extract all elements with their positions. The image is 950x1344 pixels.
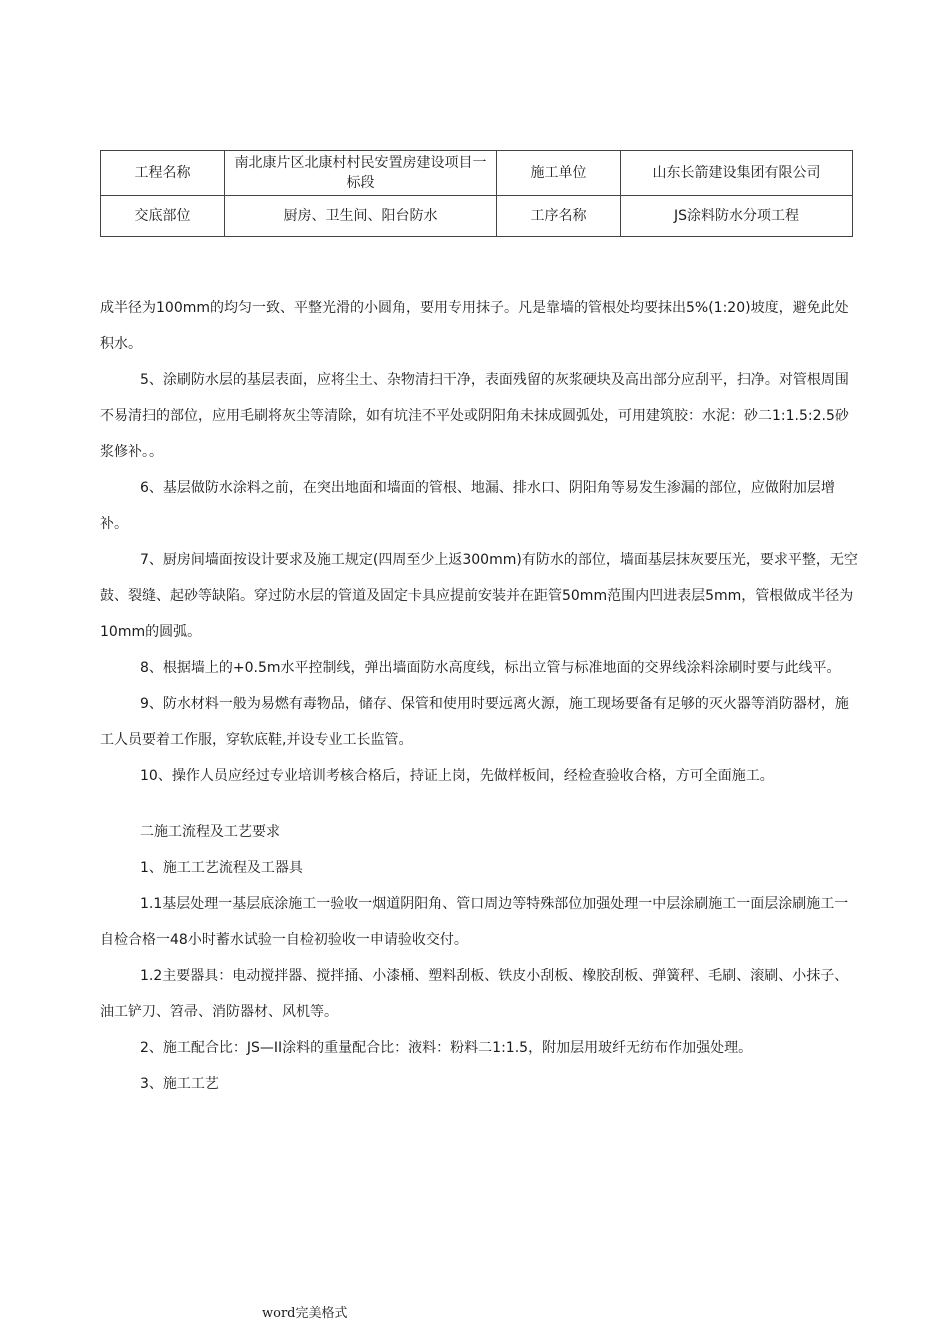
project-name-label: 工程名称 bbox=[101, 151, 225, 196]
table-row bbox=[101, 151, 853, 196]
paragraph-6: 6、基层做防水涂料之前，在突出地面和墙面的管根、地漏、排水口、阴阳角等易发生渗漏的部位，应做附加层增补。 bbox=[100, 480, 835, 532]
section-heading: 二施工流程及工艺要求 bbox=[140, 824, 280, 840]
part-value: 厨房、卫生间、阳台防水 bbox=[225, 196, 497, 237]
paragraph-7: 7、厨房间墙面按设计要求及施工规定(四周至少上返300mm)有防水的部位，墙面基层抹灰要压光，要求平整，无空鼓、裂缝、起砂等缺陷。穿过防水层的管道及固定卡具应提前安装并在距管50mm范围内凹进表层5mm，管根做成半径为10mm的圆弧。 bbox=[100, 552, 858, 640]
subsection-3: 3、施工工艺 bbox=[140, 1076, 219, 1092]
document-body bbox=[100, 290, 860, 1102]
project-info-table bbox=[100, 150, 853, 237]
paragraph-5: 5、涂刷防水层的基层表面，应将尘土、杂物清扫干净，表面残留的灰浆硬块及高出部分应刮平，扫净。对管根周围不易清扫的部位，应用毛刷将灰尘等清除，如有坑洼不平处或阴阳角未抹成圆弧处，可用建筑胶：水泥：砂二1:1.5:2.5砂浆修补。。 bbox=[100, 372, 849, 460]
item-1-2: 1.2主要器具：电动搅拌器、搅拌捅、小漆桶、塑料刮板、铁皮小刮板、橡胶刮板、弹簧秤、毛刷、滚刷、小抹子、油工铲刀、笤帚、消防器材、风机等。 bbox=[100, 968, 849, 1020]
item-1-1: 1.1基层处理一基层底涂施工一验收一烟道阴阳角、管口周边等特殊部位加强处理一中层涂刷施工一面层涂刷施工一自检合格一48小时蓄水试验一自检初验收一申请验收交付。 bbox=[100, 896, 849, 948]
part-label: 交底部位 bbox=[101, 196, 225, 237]
table-row bbox=[101, 196, 853, 237]
subsection-1: 1、施工工艺流程及工器具 bbox=[140, 860, 303, 876]
footer-text: word完美格式 bbox=[262, 1306, 348, 1321]
paragraph-9: 9、防水材料一般为易燃有毒物品，储存、保管和使用时要远离火源，施工现场要备有足够的灭火器等消防器材，施工人员要着工作服，穿软底鞋,并设专业工长监管。 bbox=[100, 696, 849, 748]
paragraph-10: 10、操作人员应经过专业培训考核合格后，持证上岗，先做样板间，经检查验收合格，方可全面施工。 bbox=[140, 768, 774, 784]
process-value: JS涂料防水分项工程 bbox=[621, 196, 853, 237]
subsection-2: 2、施工配合比：JS—II涂料的重量配合比：液料：粉料二1:1.5，附加层用玻纤无纺布作加强处理。 bbox=[140, 1040, 753, 1056]
process-label: 工序名称 bbox=[497, 196, 621, 237]
paragraph-8: 8、根据墙上的+0.5m水平控制线，弹出墙面防水高度线，标出立管与标准地面的交界线涂料涂刷时要与此线平。 bbox=[140, 660, 841, 676]
paragraph-continuation: 成半径为100mm的均匀一致、平整光滑的小圆角，要用专用抹子。凡是靠墙的管根处均要抹出5%(1:20)坡度，避免此处积水。 bbox=[100, 300, 849, 352]
project-name-value: 南北康片区北康村村民安置房建设项目一标段 bbox=[225, 151, 497, 196]
contractor-label: 施工单位 bbox=[497, 151, 621, 196]
contractor-value: 山东长箭建设集团有限公司 bbox=[621, 151, 853, 196]
spacer bbox=[100, 794, 860, 814]
